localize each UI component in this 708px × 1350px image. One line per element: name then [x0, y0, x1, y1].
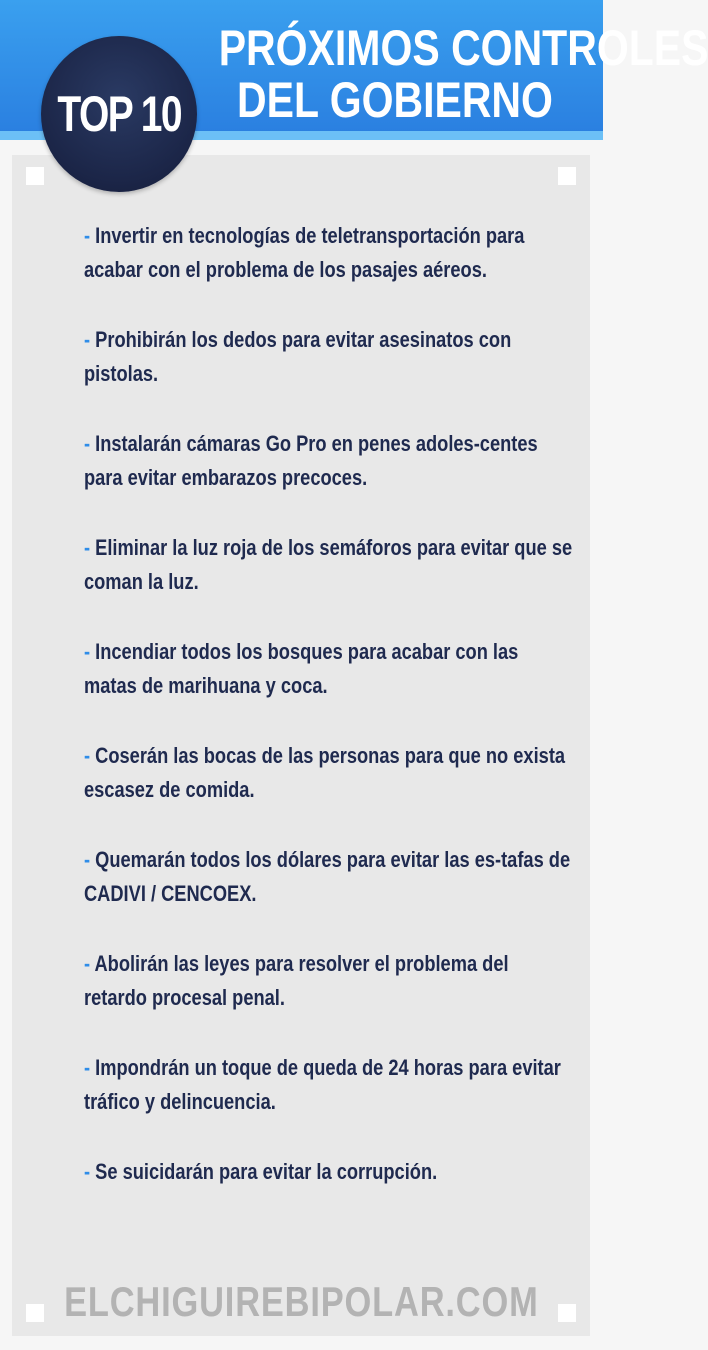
list-item-text: Invertir en tecnologías de teletransportación para acabar con el problema de los pasajes aéreos. — [84, 223, 525, 282]
list-item-text: Impondrán un toque de queda de 24 horas para evitar tráfico y delincuencia. — [84, 1055, 561, 1114]
bullet-dash: - — [84, 431, 91, 456]
footer-site-text: ELCHIGUIREBIPOLAR.COM — [64, 1278, 539, 1325]
bullet-dash: - — [84, 327, 91, 352]
list-item — [84, 531, 574, 599]
bullet-dash: - — [84, 743, 91, 768]
list-item — [84, 947, 574, 1015]
title-line-1: PRÓXIMOS CONTROLES — [218, 20, 708, 76]
list-item — [84, 739, 574, 807]
list-item — [84, 219, 574, 287]
list-item-text: Se suicidarán para evitar la corrupción. — [95, 1159, 438, 1184]
content-panel — [12, 155, 590, 1336]
list-item-text: Abolirán las leyes para resolver el problema del retardo procesal penal. — [84, 951, 509, 1010]
list-item — [84, 1051, 574, 1119]
bullet-dash: - — [84, 1159, 91, 1184]
corner-square-top-left — [26, 167, 44, 185]
list-item-text: Incendiar todos los bosques para acabar con las matas de marihuana y coca. — [84, 639, 519, 698]
list-item-text: Instalarán cámaras Go Pro en penes adoles-centes para evitar embarazos precoces. — [84, 431, 538, 490]
list-item-text: Coserán las bocas de las personas para que no exista escasez de comida. — [84, 743, 566, 802]
list-item-text: Quemarán todos los dólares para evitar las es-tafas de CADIVI / CENCOEX. — [84, 847, 571, 906]
list-item — [84, 843, 574, 911]
bullet-dash: - — [84, 223, 91, 248]
list-item — [84, 1155, 574, 1189]
list-item-text: Eliminar la luz roja de los semáforos para evitar que se coman la luz. — [84, 535, 573, 594]
bullet-dash: - — [84, 535, 91, 560]
controls-list — [84, 219, 572, 1225]
list-item — [84, 635, 574, 703]
list-item — [84, 427, 574, 495]
corner-square-top-right — [558, 167, 576, 185]
footer-site-link[interactable] — [12, 1276, 590, 1328]
bullet-dash: - — [84, 1055, 91, 1080]
top10-badge — [41, 36, 197, 192]
bullet-dash: - — [84, 847, 91, 872]
title-line-2: DEL GOBIERNO — [237, 72, 553, 128]
page-title — [180, 20, 708, 128]
list-item — [84, 323, 574, 391]
bullet-dash: - — [84, 951, 91, 976]
badge-label: TOP 10 — [57, 86, 181, 142]
list-item-text: Prohibirán los dedos para evitar asesinatos con pistolas. — [84, 327, 512, 386]
bullet-dash: - — [84, 639, 91, 664]
